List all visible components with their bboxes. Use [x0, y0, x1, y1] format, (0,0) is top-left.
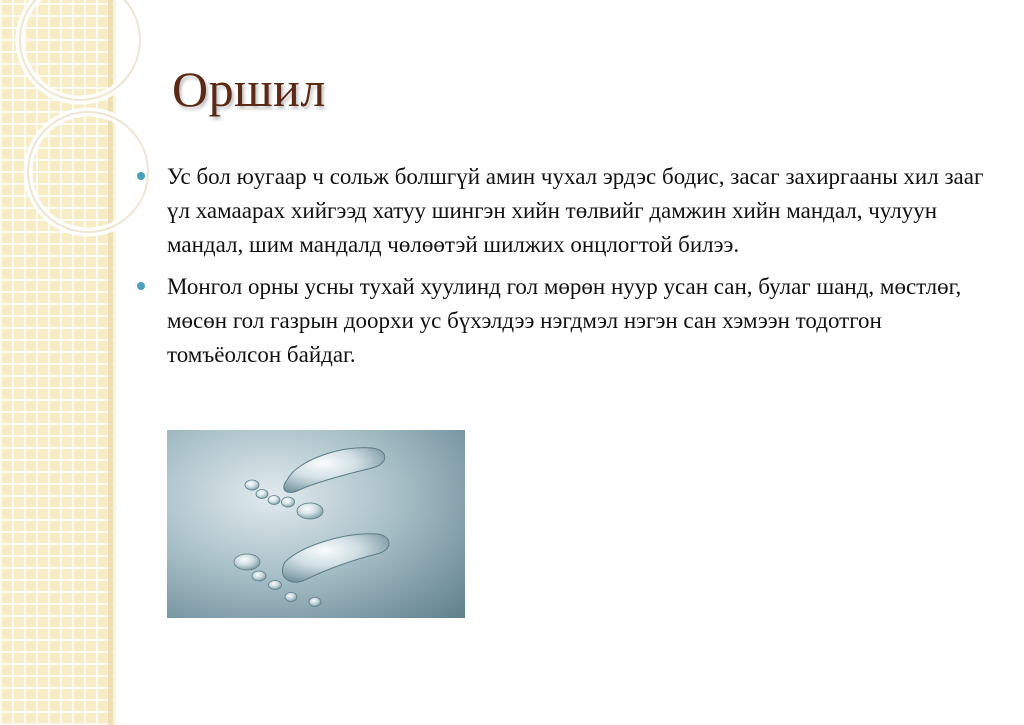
bullet-dot-icon [137, 172, 145, 180]
bullet-text: Ус бол юугаар ч сольж болшгүй амин чухал эрдэс бодис, засаг захиргааны хил зааг үл хамаарах хийгээд хатуу шингэн хийн төлвийг дамжин хийн мандал, чулуун мандал, шим мандалд чөлөөтэй шилжих онцлогтой билээ. [167, 164, 984, 257]
bullet-item [135, 160, 995, 262]
water-footprints-image [167, 430, 465, 618]
bullet-list [135, 160, 995, 380]
bullet-item [135, 270, 995, 372]
bullet-text: Монгол орны усны тухай хуулинд гол мөрөн нуур усан сан, булаг шанд, мөстлөг, мөсөн гол газрын доорхи ус бүхэлдээ нэгдмэл нэгэн сан хэмээн тодотгон томъёолсон байдаг. [167, 274, 962, 367]
water-footprints-icon [167, 430, 465, 618]
slide-title: Оршил [172, 61, 326, 117]
bullet-dot-icon [137, 282, 145, 290]
